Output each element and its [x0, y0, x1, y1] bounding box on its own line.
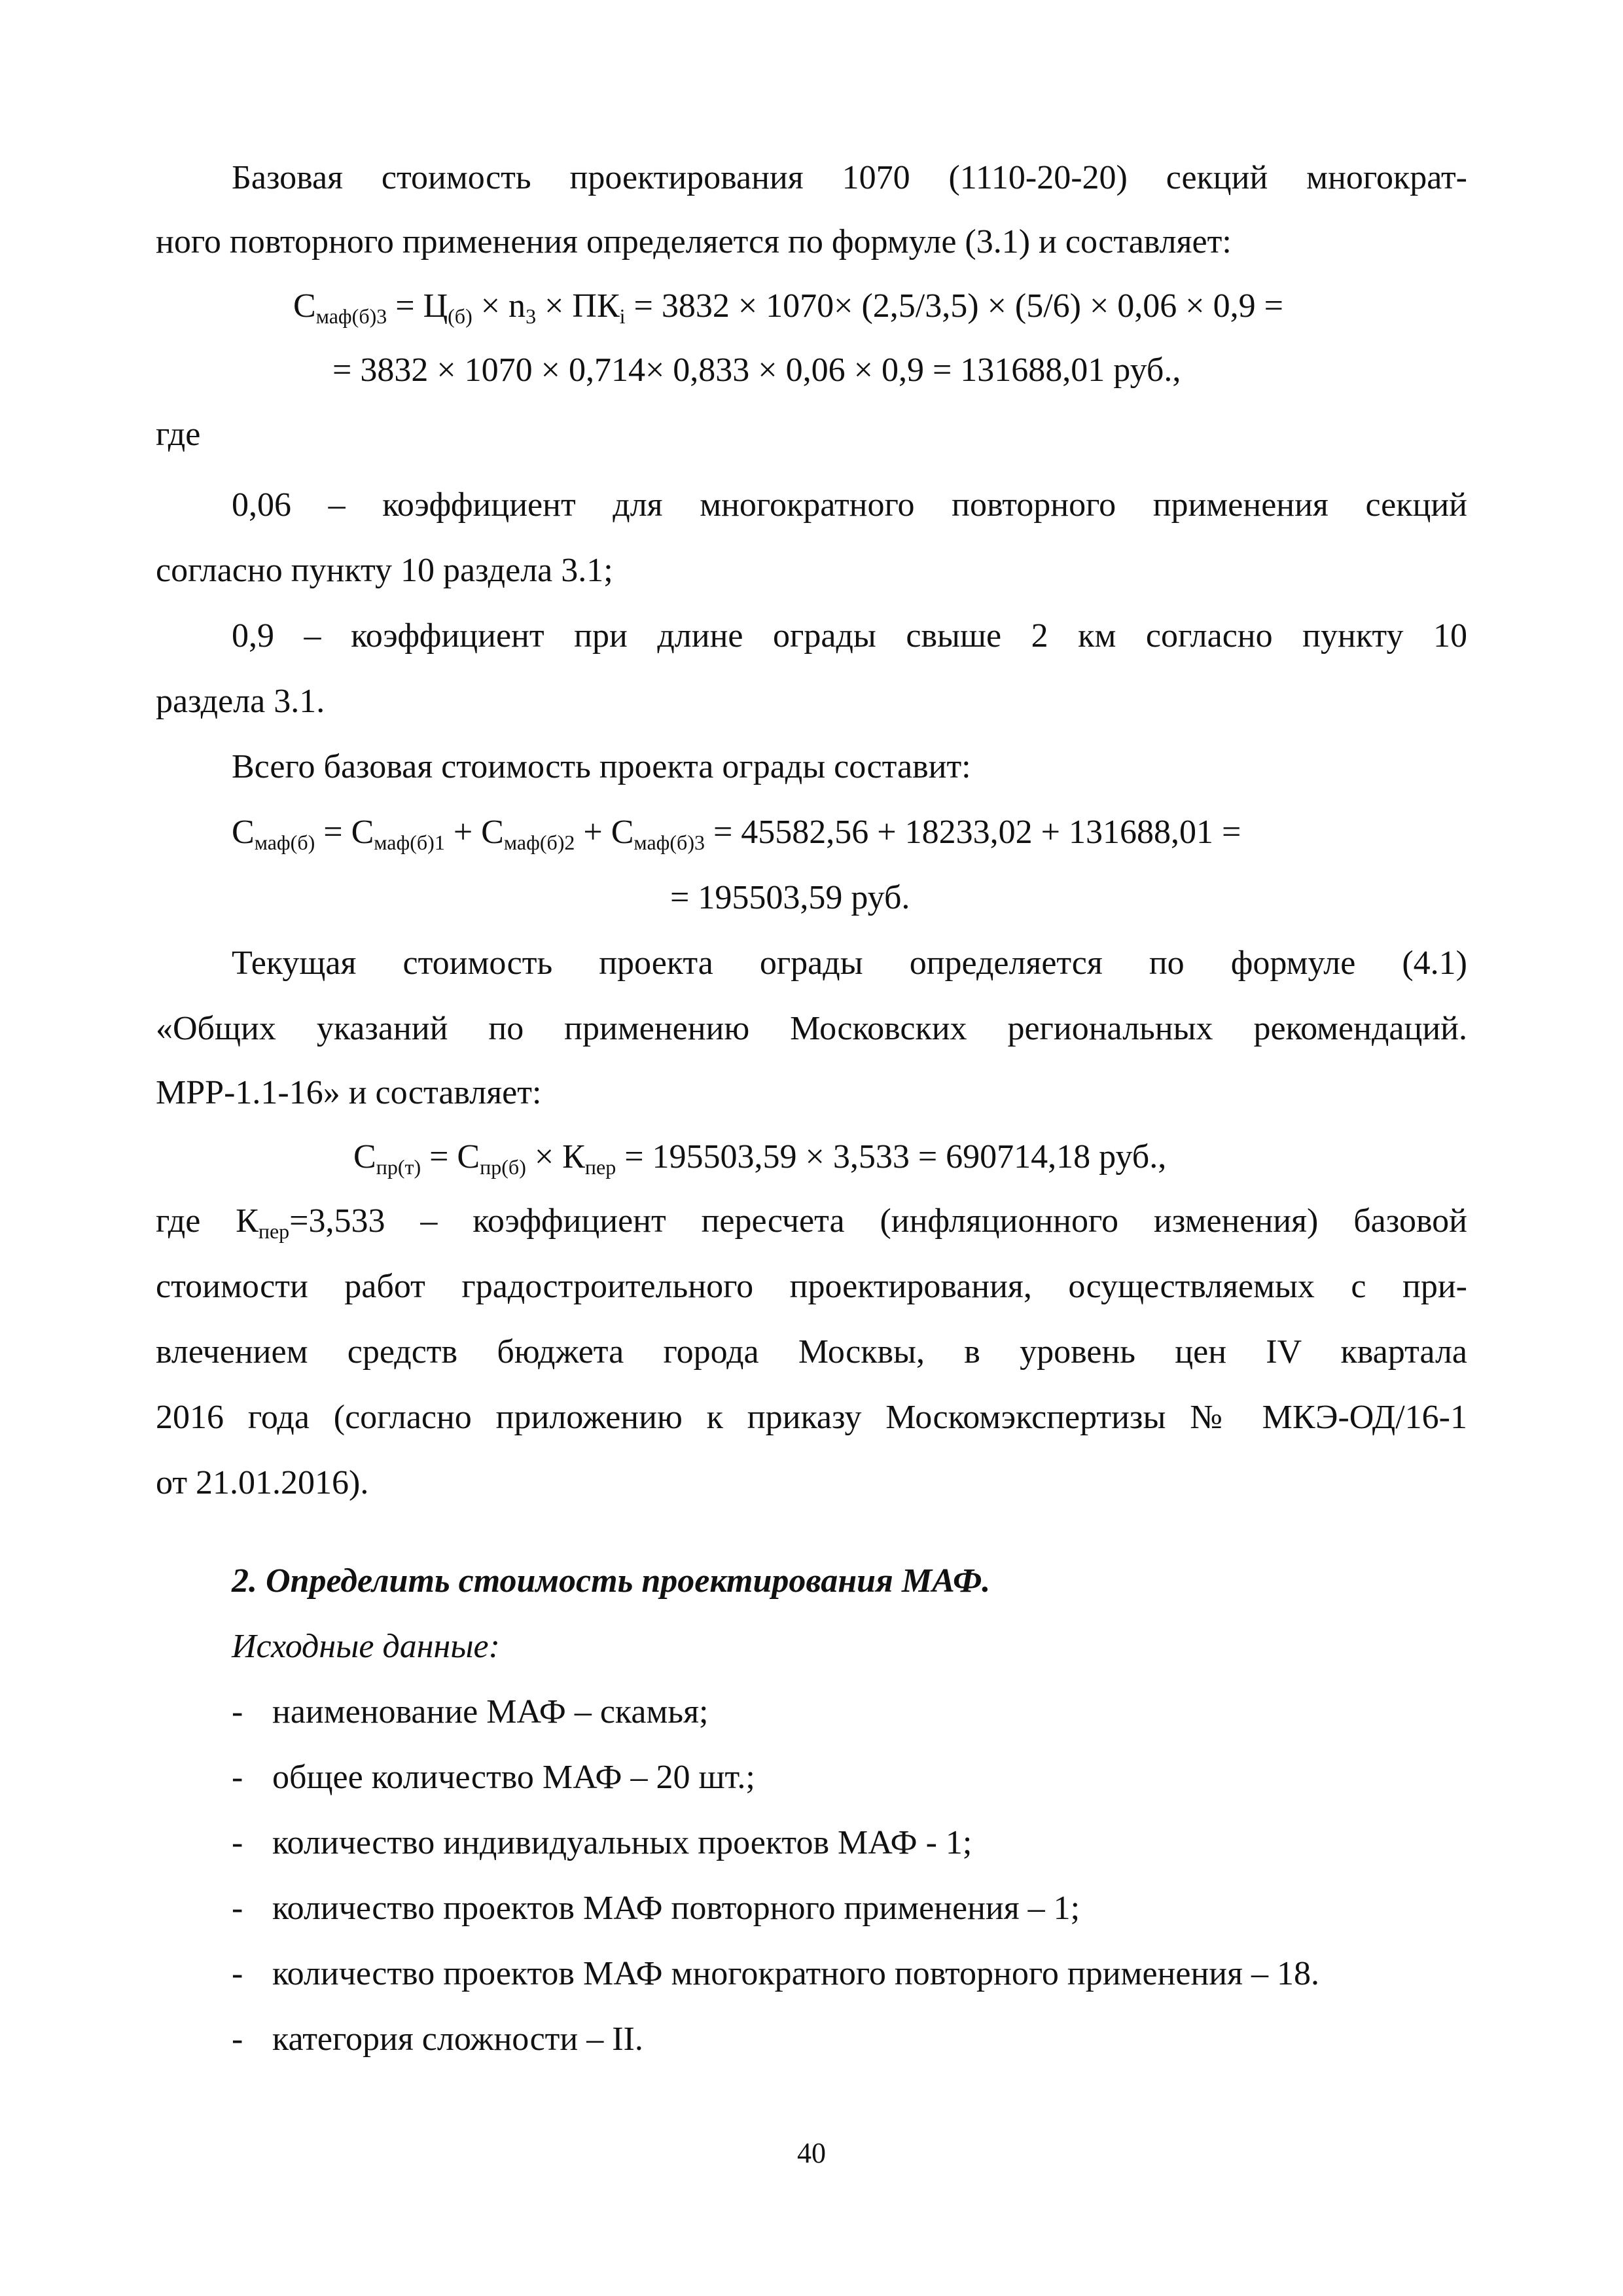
bullet-marker: - [232, 1824, 243, 1861]
paragraph-line: где $К_{пер}=3,533$ – коэффициент пересчета (инфляционного изменения) базовой [156, 1202, 1468, 1243]
page-number: 40 [797, 2137, 826, 2169]
paragraph-line: 0,06 – коэффициент для многократного повторного применения секций [232, 486, 1467, 524]
paragraph-line: согласно пункту 10 раздела 3.1; [156, 552, 613, 589]
list-item: - количество индивидуальных проектов МАФ - 1; [232, 1822, 972, 1864]
list-item: - общее количество МАФ – 20 шт.; [232, 1757, 755, 1799]
bullet-marker: - [232, 1693, 243, 1731]
paragraph-line: раздела 3.1. [156, 683, 325, 720]
paragraph-line: Текущая стоимость проекта ограды определяется по формуле (4.1) [232, 944, 1467, 982]
paragraph-line: влечением средств бюджета города Москвы, в уровень цен IV квартала [156, 1333, 1467, 1371]
paragraph-line: где [156, 416, 201, 453]
formula-line: $С_{маф(б)} = С_{маф(б)1} + С_{маф(б)2} + С_{маф(б)3} = 45582,56 + 18233,02 + 131688,01$ = [232, 814, 1241, 854]
list-item: - количество проектов МАФ повторного применения – 1; [232, 1888, 1080, 1929]
bullet-marker: - [232, 1955, 243, 1992]
paragraph-line: МРР-1.1-16» и составляет: [156, 1074, 542, 1111]
formula-line: = 3832 × 1070 × 0,714× 0,833 × 0,06 × 0,9 = 131688,01 руб., [332, 351, 1181, 389]
paragraph-line: «Общих указаний по применению Московских региональных рекомендаций. [156, 1010, 1467, 1047]
formula-line: = 195503,59 руб. [670, 879, 910, 916]
bullet-marker: - [232, 2020, 243, 2058]
paragraph-line: 0,9 – коэффициент при длине ограды свыше 2 км согласно пункту 10 [232, 617, 1467, 655]
list-item: - количество проектов МАФ многократного повторного применения – 18. [232, 1953, 1319, 1995]
paragraph-line: стоимости работ градостроительного проектирования, осуществляемых с при- [156, 1268, 1467, 1305]
list-item: - категория сложности – II. [232, 2018, 643, 2060]
paragraph-line: Базовая стоимость проектирования 1070 (1110-20-20) секций многократ- [232, 159, 1467, 196]
list-item: - наименование МАФ – скамья; [232, 1691, 708, 1733]
bullet-marker: - [232, 1890, 243, 1927]
paragraph-line: Всего базовая стоимость проекта ограды составит: [232, 748, 971, 785]
bullet-marker: - [232, 1759, 243, 1796]
paragraph-line: ного повторного применения определяется по формуле (3.1) и составляет: [156, 223, 1232, 260]
section-heading: 2. Определить стоимость проектирования МАФ. [232, 1562, 991, 1600]
formula-line: $С_{маф(б)3} = Ц_{(б)} \times n_3 \times ПК_i = 3832 \times 1070\times (2,5/3,5) \times (5/6) \times 0,06 \times 0,9$ = [293, 287, 1283, 328]
paragraph-line: от 21.01.2016). [156, 1464, 369, 1501]
paragraph-line: 2016 года (согласно приложению к приказу Москомэкспертизы № МКЭ-ОД/16-1 [156, 1399, 1467, 1436]
subheading: Исходные данные: [232, 1628, 500, 1665]
formula-line: $С_{пр(т)} = С_{пр(б)} \times К_{пер} = 195503,59 \times 3,533 = 690714,18$ руб., [353, 1138, 1167, 1179]
